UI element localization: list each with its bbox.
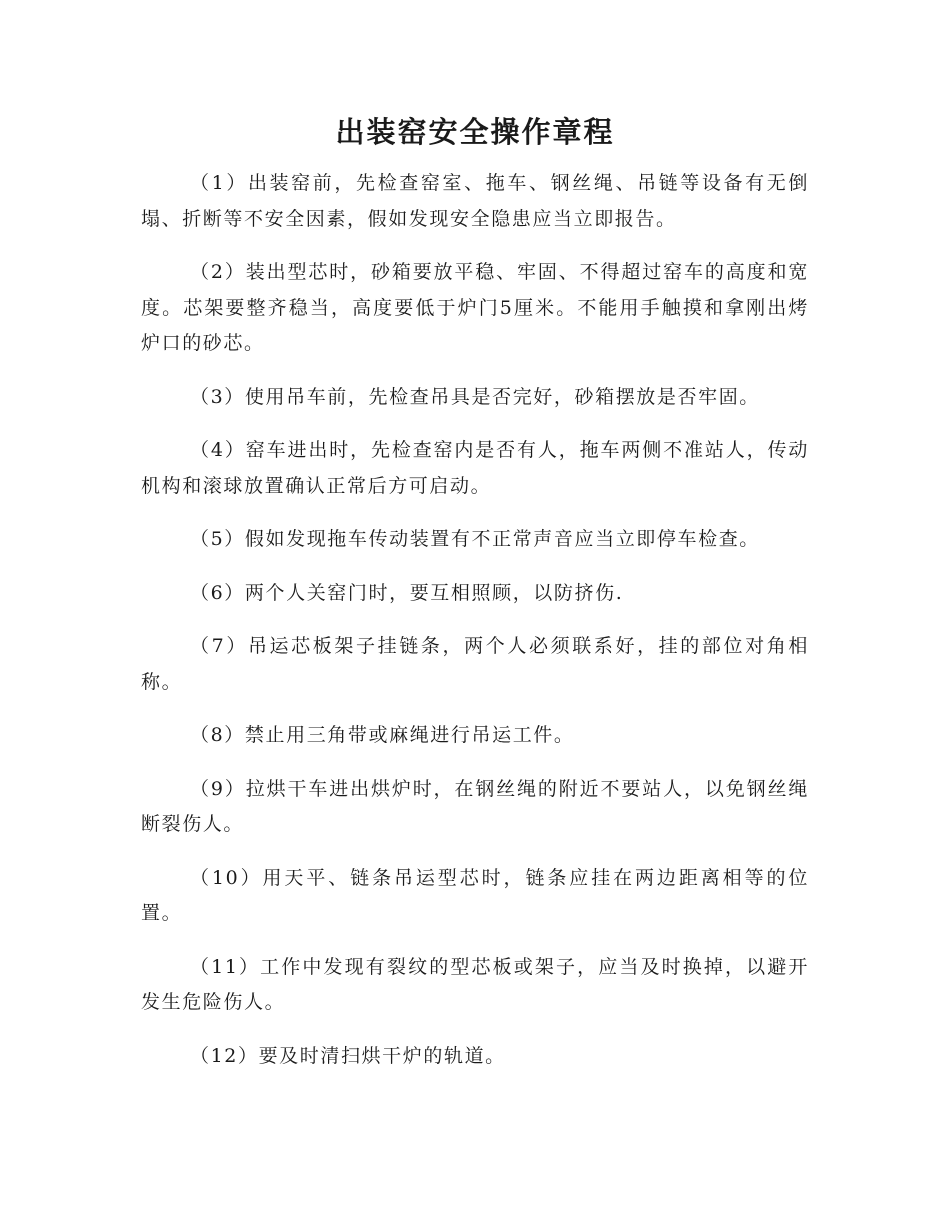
paragraph-9: （9）拉烘干车进出烘炉时，在钢丝绳的附近不要站人，以免钢丝绳断裂伤人。: [141, 777, 809, 835]
paragraph-5: （5）假如发现拖车传动装置有不正常声音应当立即停车检查。: [190, 528, 760, 550]
paragraph-7: （7）吊运芯板架子挂链条，两个人必须联系好，挂的部位对角相称。: [141, 635, 809, 693]
paragraph-3: （3）使用吊车前，先检查吊具是否完好，砂箱摆放是否牢固。: [190, 385, 760, 408]
paragraph-1: （1）出装窑前，先检查窑室、拖车、钢丝绳、吊链等设备有无倒塌、折断等不安全因素，假如发现安全隐患应当立即报告。: [141, 172, 809, 230]
paragraph-6: （6）两个人关窑门时，要互相照顾，以防挤伤.: [190, 581, 624, 604]
paragraph-8: （8）禁止用三角带或麻绳进行吊运工件。: [190, 724, 575, 746]
paragraph-11: （11）工作中发现有裂纹的型芯板或架子，应当及时换掉，以避开发生危险伤人。: [141, 955, 809, 1013]
page-title: 出装窑安全操作章程: [335, 115, 615, 149]
paragraph-2: （2）装出型芯时，砂箱要放平稳、牢固、不得超过窑车的高度和宽度。芯架要整齐稳当，高度要低于炉门5厘米。不能用手触摸和拿刚出烤炉口的砂芯。: [141, 261, 809, 354]
paragraph-10: （10）用天平、链条吊运型芯时，链条应挂在两边距离相等的位置。: [141, 866, 809, 924]
paragraph-12: （12）要及时清扫烘干炉的轨道。: [190, 1044, 506, 1067]
document-body: [141, 166, 809, 1092]
paragraph-4: （4）窑车进出时，先检查窑内是否有人，拖车两侧不准站人，传动机构和滚球放置确认正常后方可启动。: [141, 439, 809, 497]
